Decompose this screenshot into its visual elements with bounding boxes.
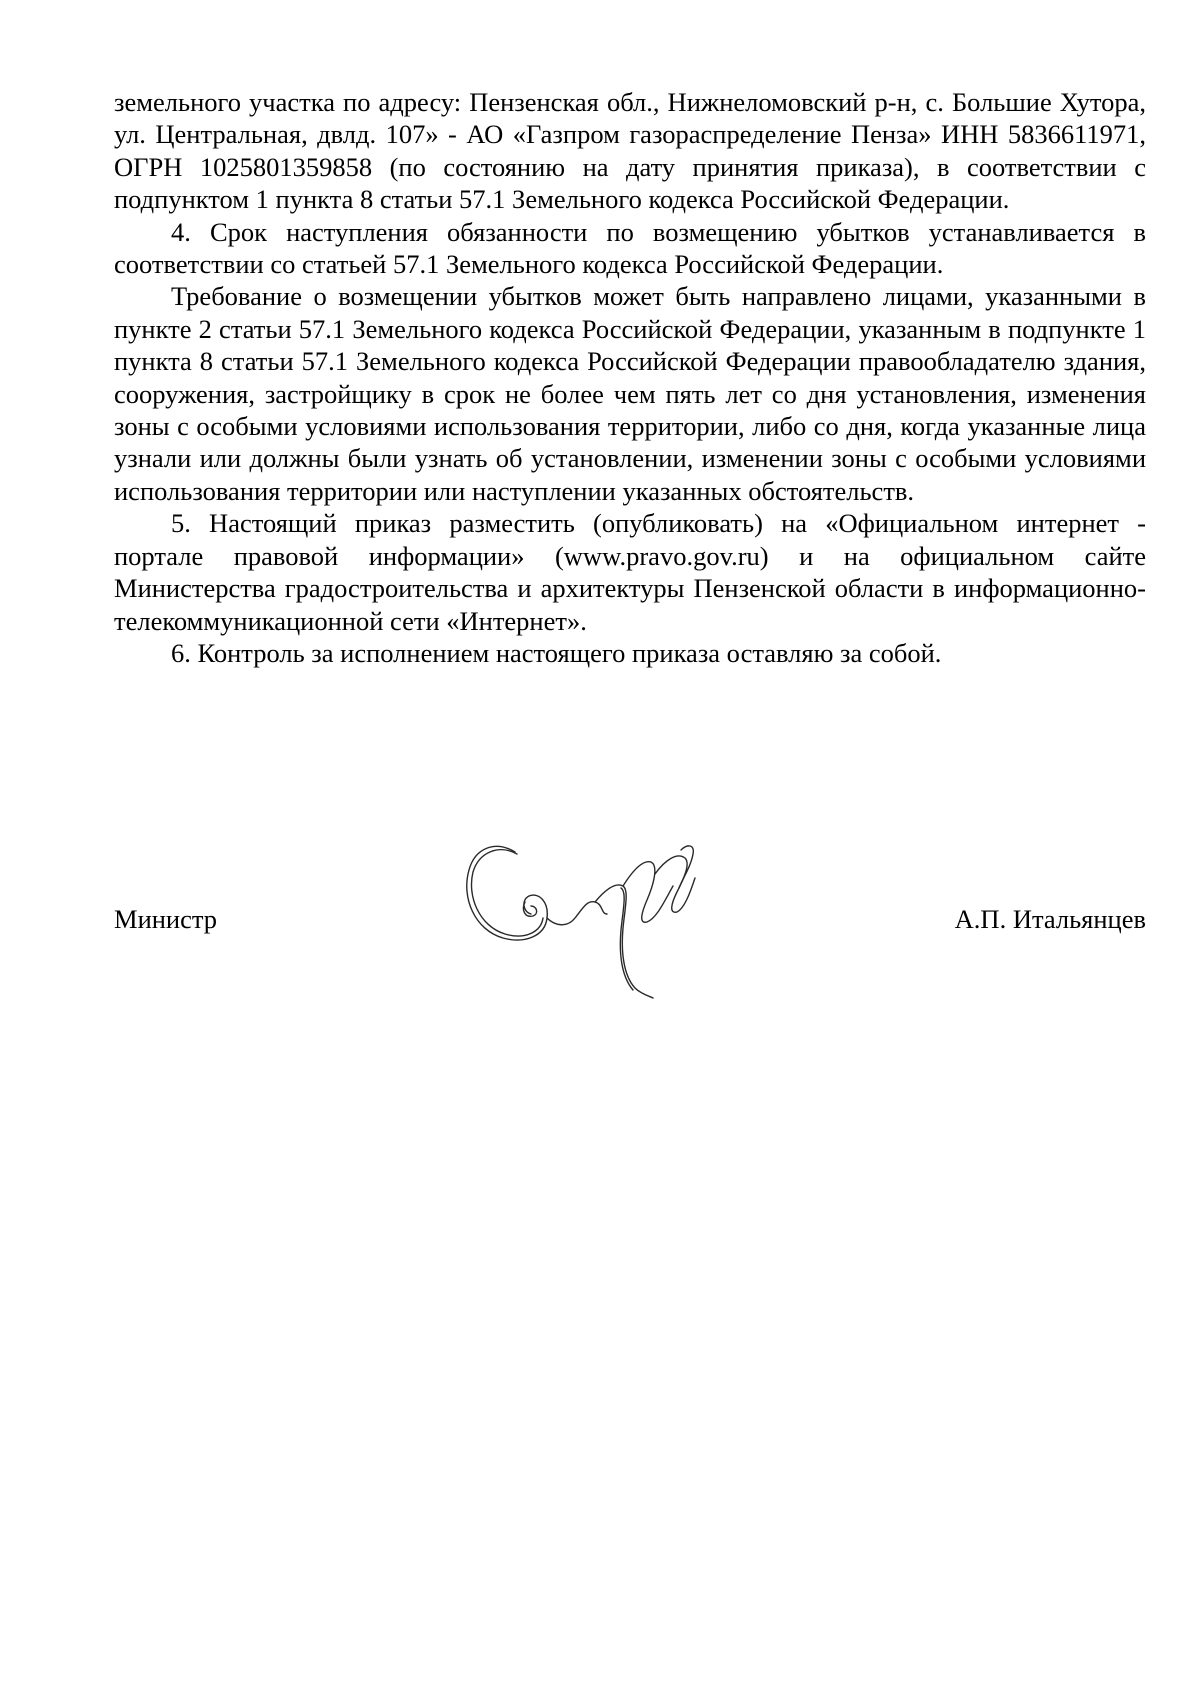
- signatory-title: Министр: [114, 904, 218, 934]
- signatory-name: А.П. Итальянцев: [954, 904, 1146, 934]
- paragraph-requirement: Требование о возмещении убытков может быть направлено лицами, указанными в пункте 2 статьи 57.1 Земельного кодекса Российской Федерации, указанным в подпункте 1 пункта 8 статьи 57.1 Земельного кодекса Российской Федерации правообладателю здания, сооружения, застройщику в срок не более чем пять лет со дня установления, изменения зоны с особыми условиями использования территории, либо со дня, когда указанные лица узнали или должны были узнать об установлении, изменении зоны с особыми условиями использования территории или наступлении указанных обстоятельств.: [114, 281, 1146, 506]
- document-body: [114, 86, 1146, 669]
- paragraph-continuation: земельного участка по адресу: Пензенская обл., Нижнеломовский р-н, с. Большие Хутора, ул. Центральная, двлд. 107» - АО «Газпром газораспределение Пенза» ИНН 5836611971, ОГРН 1025801359858 (по состоянию на дату принятия приказа), в соответствии с подпунктом 1 пункта 8 статьи 57.1 Земельного кодекса Российской Федерации.: [114, 87, 1146, 215]
- paragraph-item-6: 6. Контроль за исполнением настоящего приказа оставляю за собой.: [171, 637, 942, 668]
- handwritten-signature-icon: [455, 830, 715, 1015]
- paragraph-item-5: 5. Настоящий приказ разместить (опубликовать) на «Официальном интернет - портале правовой информации» (www.pravo.gov.ru) и на официальном сайте Министерства градостроительства и архитектуры Пензенской области в информационно-телекоммуникационной сети «Интернет».: [114, 508, 1146, 636]
- paragraph-item-4: 4. Срок наступления обязанности по возмещению убытков устанавливается в соответствии со статьей 57.1 Земельного кодекса Российской Федерации.: [114, 216, 1146, 280]
